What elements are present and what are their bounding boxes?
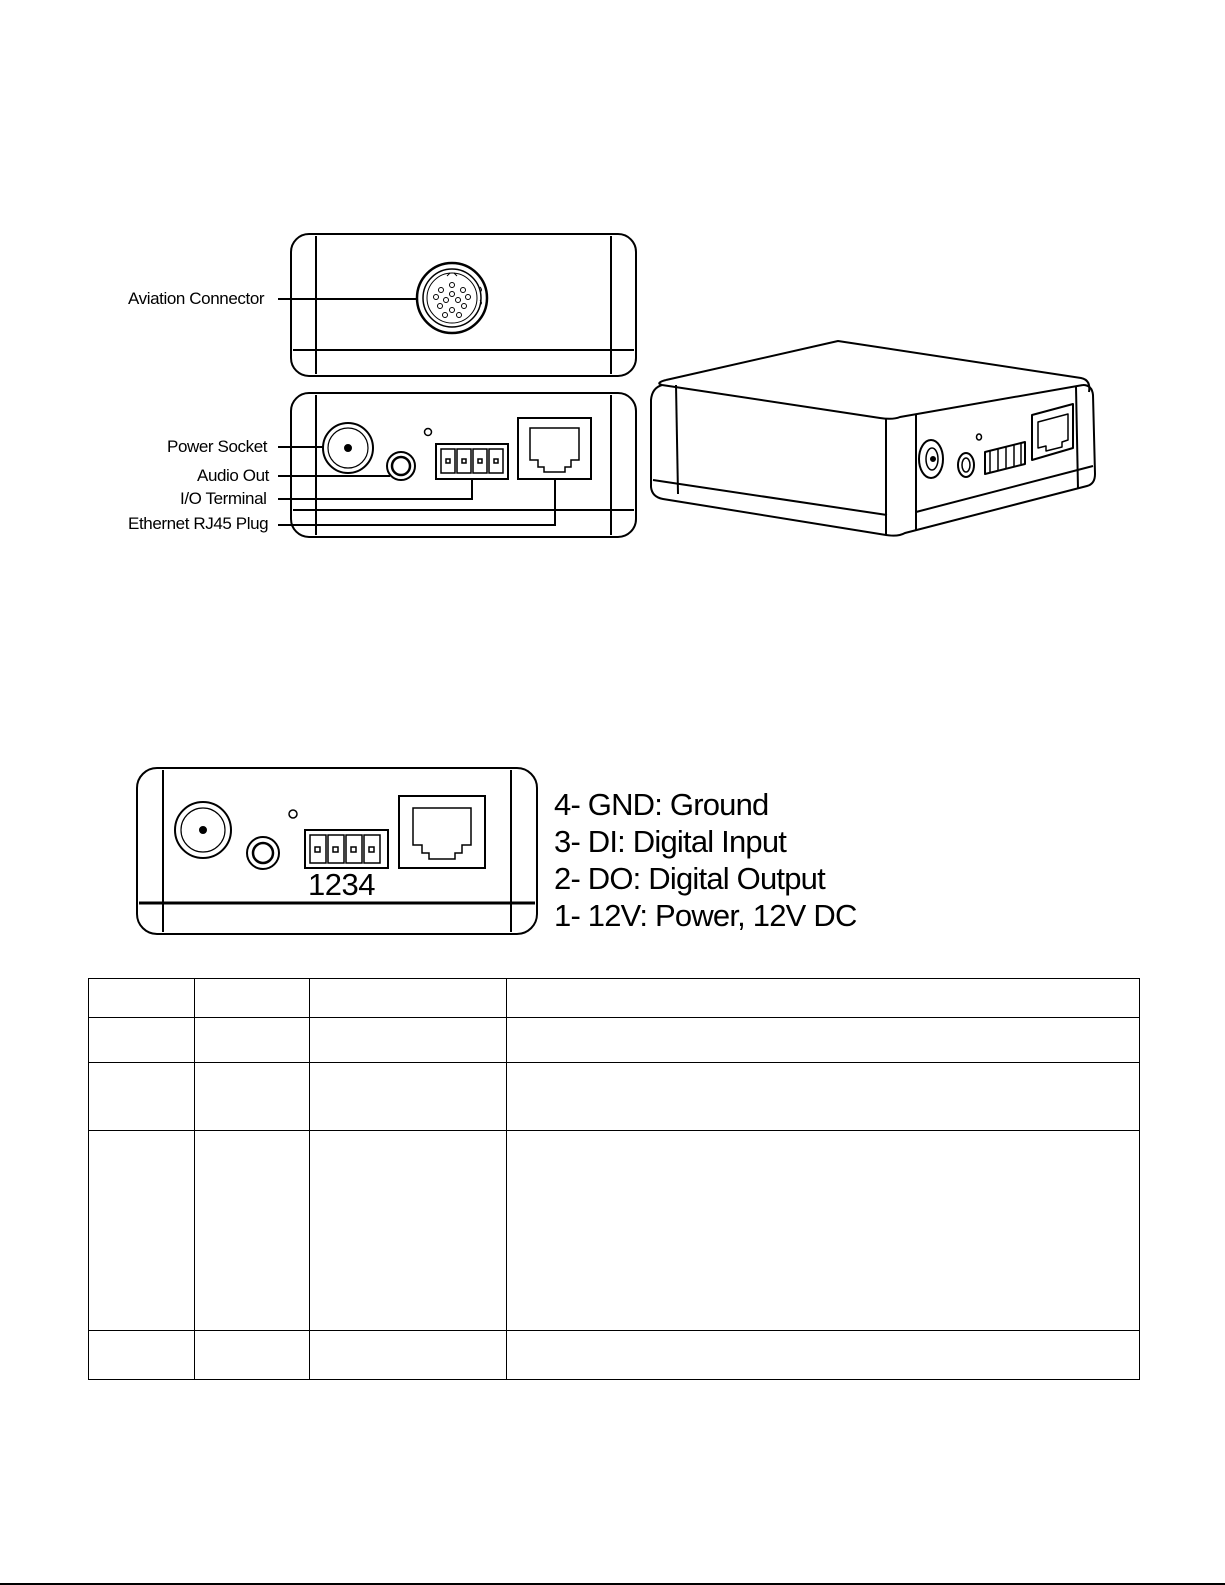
- pin-table: [88, 978, 1140, 1380]
- table-cell: [195, 1018, 310, 1063]
- table-cell: [507, 1063, 1140, 1131]
- pin-legend: [554, 786, 857, 934]
- table-cell: [507, 1018, 1140, 1063]
- table-row: [89, 1331, 1140, 1380]
- table-cell: [89, 979, 195, 1018]
- callout-aviation-connector: Aviation Connector: [128, 289, 265, 308]
- pin-legend-item: 2- DO: Digital Output: [554, 861, 825, 896]
- pin-legend-item: 4- GND: Ground: [554, 787, 769, 822]
- table-cell: [310, 1331, 507, 1380]
- table-cell: [89, 1131, 195, 1331]
- table-row: [89, 1018, 1140, 1063]
- table-cell: [507, 979, 1140, 1018]
- table-cell: [89, 1331, 195, 1380]
- table-cell: [507, 1331, 1140, 1380]
- callout-power-socket: Power Socket: [167, 437, 268, 456]
- table-cell: [310, 1131, 507, 1331]
- pin-legend-item: 3- DI: Digital Input: [554, 824, 787, 859]
- table-cell: [89, 1063, 195, 1131]
- table-cell: [310, 1018, 507, 1063]
- pin-legend-item: 1- 12V: Power, 12V DC: [554, 898, 857, 933]
- callout-io-terminal: I/O Terminal: [180, 489, 267, 508]
- table-cell: [310, 979, 507, 1018]
- table-cell: [89, 1018, 195, 1063]
- table-row: [89, 1063, 1140, 1131]
- table-cell: [195, 979, 310, 1018]
- table-cell: [195, 1063, 310, 1131]
- table-row: [89, 1131, 1140, 1331]
- table-cell: [195, 1331, 310, 1380]
- callout-audio-out: Audio Out: [197, 466, 270, 485]
- table-cell: [507, 1131, 1140, 1331]
- table-cell: [310, 1063, 507, 1131]
- table-row: [89, 979, 1140, 1018]
- table-cell: [195, 1131, 310, 1331]
- terminal-pin-numbers: 1234: [308, 867, 375, 902]
- callout-ethernet-plug: Ethernet RJ45 Plug: [128, 514, 269, 533]
